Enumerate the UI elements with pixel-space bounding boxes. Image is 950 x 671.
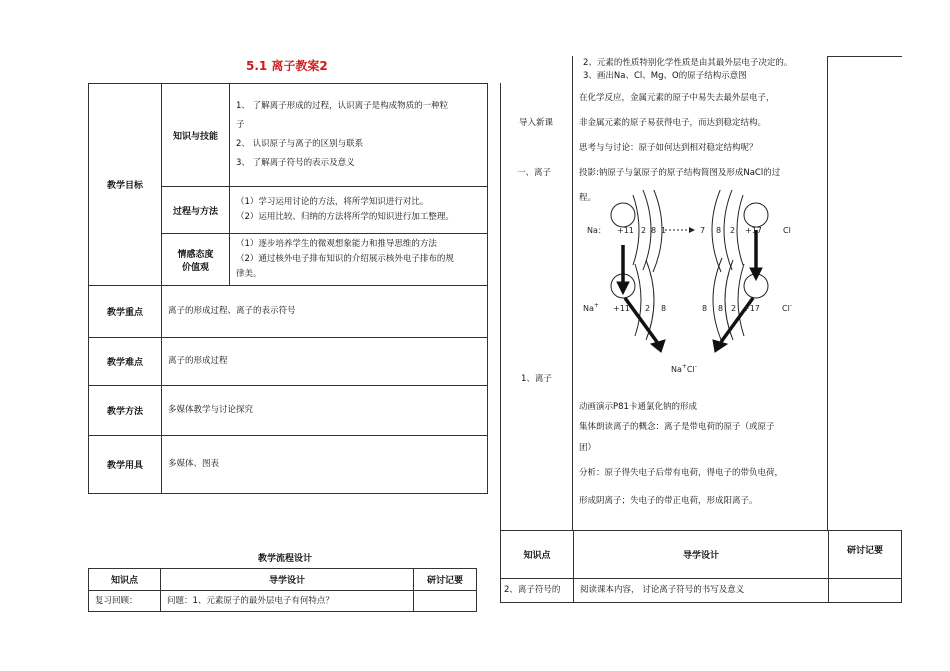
emotion-label-line: 情感态度 bbox=[177, 249, 214, 260]
na-shell-1: 2 bbox=[641, 226, 647, 235]
cl-shell-2: 8 bbox=[716, 226, 722, 235]
label-ion: 1、离子 bbox=[521, 374, 552, 384]
flow-header-notes: 研讨记要 bbox=[829, 531, 902, 579]
flow-table-right bbox=[500, 530, 902, 603]
transfer-arrowhead bbox=[689, 227, 695, 233]
knowledge-content bbox=[230, 84, 488, 187]
knowledge-label: 知识与技能 bbox=[162, 84, 230, 187]
key-label: 教学重点 bbox=[89, 286, 162, 338]
text-line: 非金属元素的原子易获得电子，而达到稳定结构。 bbox=[579, 118, 767, 128]
objectives-label: 教学目标 bbox=[89, 84, 162, 286]
process-label: 过程与方法 bbox=[162, 187, 230, 234]
difficulty-label: 教学难点 bbox=[89, 338, 162, 386]
cl-ion-shell-3: 2 bbox=[731, 304, 737, 313]
text-line: 3、画出Na、Cl、Mg、O的原子结构示意图 bbox=[583, 71, 747, 81]
ion-formation-diagram bbox=[573, 190, 827, 385]
na-label: Na： bbox=[587, 226, 606, 235]
knowledge-item: 1、 了解离子形成的过程，认识离子是构成物质的一种粒 bbox=[236, 101, 449, 111]
shell-arc bbox=[737, 195, 743, 265]
na-nucleus-circle bbox=[611, 203, 635, 227]
text-line: 2、元素的性质特别化学性质是由其最外层电子决定的。 bbox=[583, 58, 793, 68]
text-line: 思考与与讨论：原子如何达到相对稳定结构呢？ bbox=[579, 143, 758, 153]
text-line: 在化学反应，金属元素的原子中易失去最外层电子， bbox=[579, 93, 775, 103]
cl-shell-1: 7 bbox=[700, 226, 706, 235]
emotion-label-line: 价值观 bbox=[181, 262, 209, 273]
right-top-text bbox=[579, 57, 792, 83]
process-content bbox=[230, 187, 488, 234]
cl-product-arrowhead bbox=[713, 340, 727, 352]
process-item: （1）学习运用讨论的方法，将所学知识进行对比。 bbox=[236, 197, 429, 207]
frame-left-border bbox=[500, 83, 501, 530]
flow-cell-design: 阅读课本内容， 讨论离子符号的书写及意义 bbox=[574, 579, 829, 603]
text-line: 形成阴离子；失电子的带正电荷，形成阳离子。 bbox=[579, 496, 758, 506]
knowledge-item: 子 bbox=[236, 120, 245, 130]
flow-header-design: 导学设计 bbox=[161, 569, 414, 591]
text-line: 程。 bbox=[579, 193, 597, 203]
cl-nucleus-circle bbox=[744, 203, 768, 227]
flow-header-knowledge: 知识点 bbox=[89, 569, 161, 591]
right-bottom-text bbox=[579, 397, 783, 515]
text-line: 动画演示P81卡通氯化钠的形成 bbox=[579, 402, 697, 412]
na-ion-shell-2: 8 bbox=[661, 304, 667, 313]
flow-title: 教学流程设计 bbox=[258, 554, 313, 564]
cl-ion-shell-1: 8 bbox=[702, 304, 708, 313]
emotion-item: （1）逐步培养学生的微观想象能力和推导思维的方法 bbox=[236, 239, 437, 249]
emotion-label bbox=[162, 234, 230, 286]
flow-cell-knowledge: 复习回顾： bbox=[89, 591, 161, 612]
cl-ion-shell-2: 8 bbox=[718, 304, 724, 313]
flow-cell-notes bbox=[414, 591, 477, 612]
shell-arc bbox=[635, 264, 641, 336]
shell-arc bbox=[738, 264, 744, 336]
cl-label: Cl bbox=[783, 226, 791, 235]
na-plus11: +11 bbox=[617, 226, 634, 235]
tools-text: 多媒体、图表 bbox=[162, 436, 488, 494]
emotion-item: （2）通过核外电子排布知识的介绍展示核外电子排布的规 bbox=[236, 254, 454, 264]
na-product-arrowhead bbox=[651, 340, 665, 352]
key-text: 离子的形成过程、离子的表示符号 bbox=[162, 286, 488, 338]
shell-arc bbox=[633, 195, 639, 265]
cl-ion-label: Cl- bbox=[782, 302, 792, 313]
cl-shell-3: 2 bbox=[730, 226, 736, 235]
na-ion-label: Na+ bbox=[583, 302, 599, 313]
text-line: 集体朗读离子的概念：离子是带电荷的原子（或原子 bbox=[579, 422, 775, 432]
nacl-product: Na+Cl- bbox=[671, 363, 697, 374]
frame-top-border bbox=[827, 56, 902, 57]
process-item: （2）运用比较、归纳的方法将所学的知识进行加工整理。 bbox=[236, 212, 454, 222]
flow-header-design: 导学设计 bbox=[574, 531, 829, 579]
tools-label: 教学用具 bbox=[89, 436, 162, 494]
knowledge-item: 3、 了解离子符号的表示及意义 bbox=[236, 158, 355, 168]
cl-down-arrowhead bbox=[750, 268, 762, 280]
cl-ion-plus17: +17 bbox=[743, 304, 760, 313]
divider-right bbox=[827, 56, 828, 530]
emotion-item: 律美。 bbox=[236, 269, 262, 279]
text-line: 团） bbox=[579, 443, 597, 453]
page-title: 5.1 离子教案2 bbox=[246, 59, 328, 73]
na-shell-3: 1 bbox=[661, 226, 667, 235]
emotion-content bbox=[230, 234, 488, 286]
cl-plus17: +17 bbox=[745, 226, 762, 235]
text-line: 分析：原子得失电子后带有电荷，得电子的带负电荷， bbox=[579, 468, 784, 478]
method-text: 多媒体教学与讨论探究 bbox=[162, 386, 488, 436]
method-label: 教学方法 bbox=[89, 386, 162, 436]
difficulty-text: 离子的形成过程 bbox=[162, 338, 488, 386]
flow-header-notes: 研讨记要 bbox=[414, 569, 477, 591]
flow-table-left bbox=[88, 568, 477, 612]
na-ion-shell-1: 2 bbox=[645, 304, 651, 313]
flow-cell-design: 问题：1、元素原子的最外层电子有何特点？ bbox=[161, 591, 414, 612]
objectives-table bbox=[88, 83, 488, 494]
na-ion-plus11: +11 bbox=[613, 304, 630, 313]
label-ion-section: 一、离子 bbox=[517, 168, 552, 178]
flow-header-knowledge: 知识点 bbox=[501, 531, 574, 579]
label-intro: 导入新课 bbox=[519, 118, 554, 128]
na-down-arrowhead bbox=[617, 282, 629, 294]
flow-cell-notes bbox=[829, 579, 902, 603]
text-line: 投影:钠原子与氯原子的原子结构简图及形成NaCl的过 bbox=[579, 168, 781, 178]
knowledge-item: 2、 认识原子与离子的区别与联系 bbox=[236, 139, 364, 149]
flow-cell-knowledge: 2、离子符号的 bbox=[501, 579, 574, 603]
na-shell-2: 8 bbox=[651, 226, 657, 235]
